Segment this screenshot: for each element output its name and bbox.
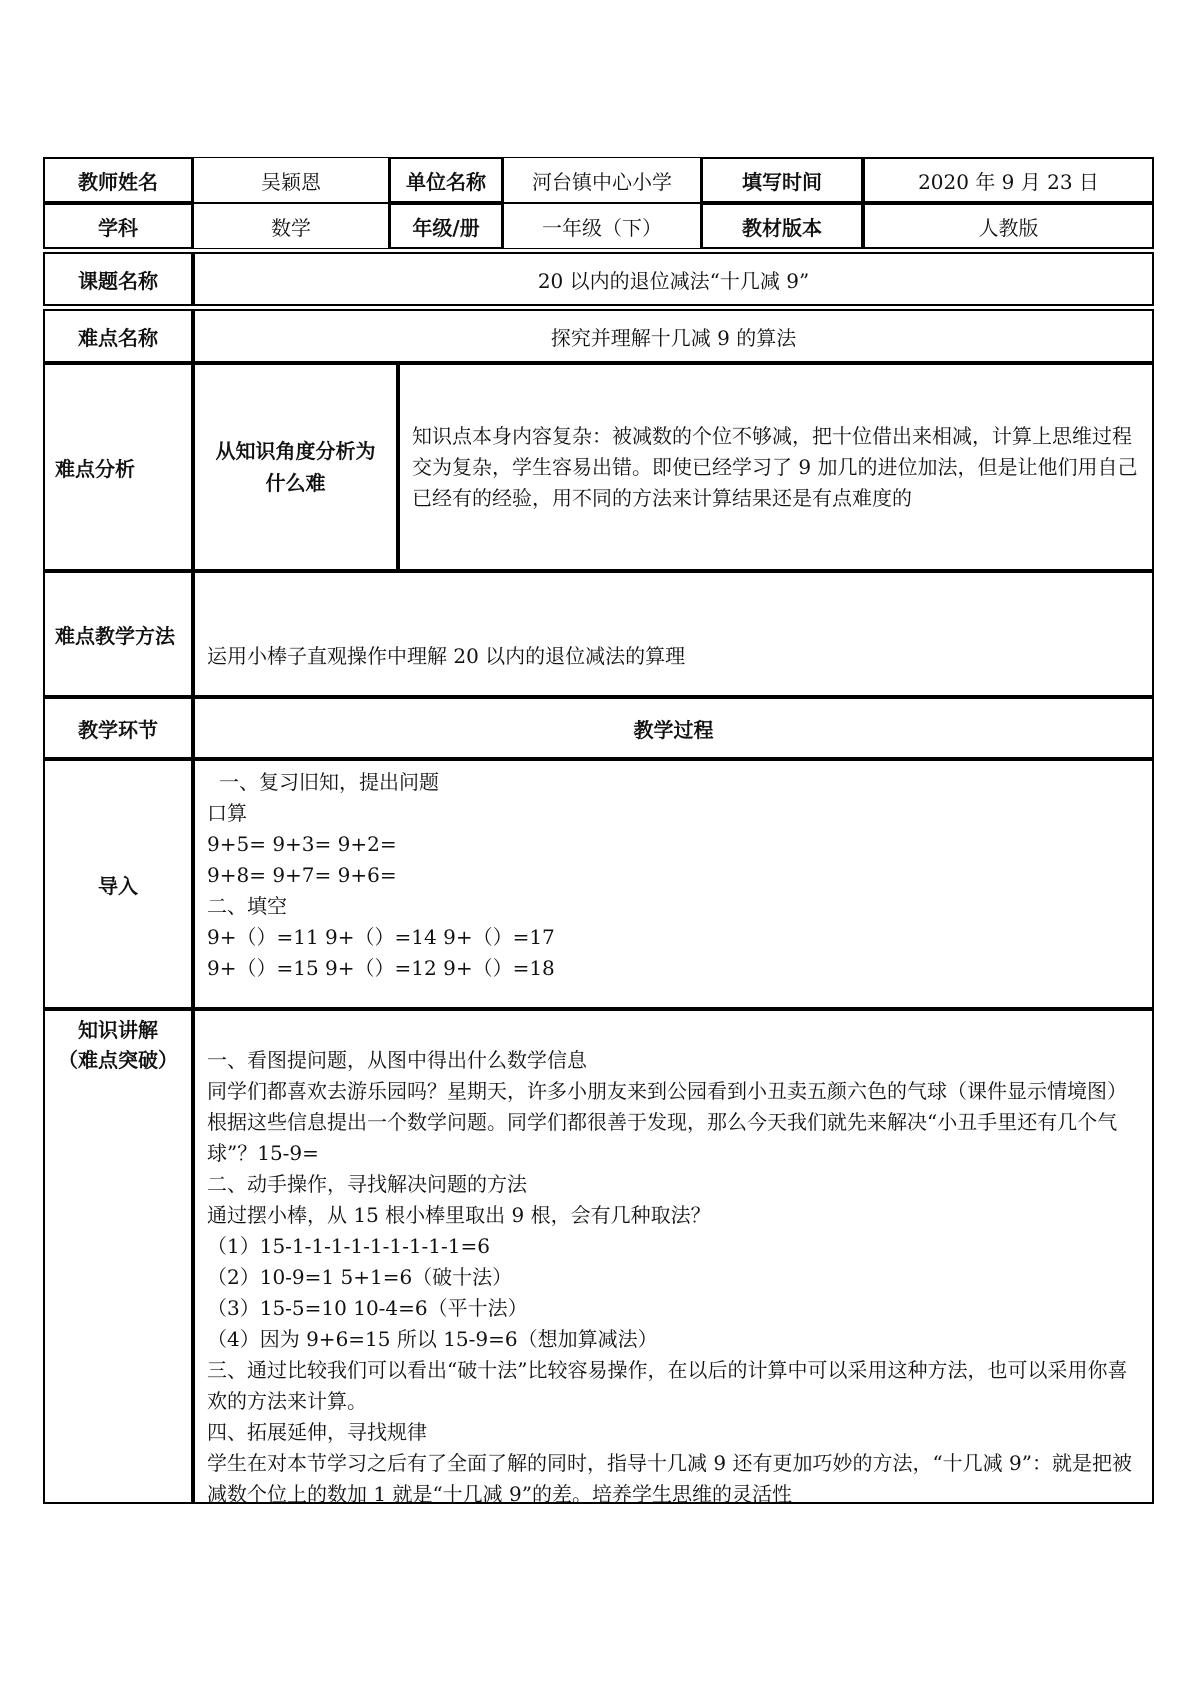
knowledge-line: （4）因为 9+6=15 所以 15-9=6（想加算减法） [207,1327,658,1351]
topic-value: 20 以内的退位减法“十几减 9” [193,252,1154,306]
knowledge-line: 一、看图提问题，从图中得出什么数学信息 [207,1048,587,1072]
intro-line: 9+（）=15 9+（）=12 9+（）=18 [207,956,555,980]
knowledge-line: （3）15-5=10 10-4=6（平十法） [207,1296,528,1320]
edition-value: 人教版 [863,203,1154,249]
intro-content [193,759,1154,1009]
fill-time-label: 填写时间 [701,157,863,203]
edition-label: 教材版本 [701,203,863,249]
knowledge-label [43,1009,193,1504]
grade-value: 一年级（下） [503,203,701,249]
knowledge-line: 四、拓展延伸，寻找规律 [207,1420,427,1444]
knowledge-line: 通过摆小棒，从 15 根小棒里取出 9 根，会有几种取法？ [207,1203,711,1227]
unit-value: 河台镇中心小学 [503,157,701,203]
difficulty-value: 探究并理解十几减 9 的算法 [193,309,1154,363]
stage-header: 教学环节 [43,697,193,759]
grade-label: 年级/册 [389,203,503,249]
knowledge-label-line2: （难点突破） [58,1048,178,1072]
knowledge-line: 学生在对本节学习之后有了全面了解的同时，指导十几减 9 还有更加巧妙的方法，“十几减 9”：就是把被减数个位上的数加 1 就是“十几减 9”的差。培养学生思维的灵活性 [207,1451,1132,1506]
method-label: 难点教学方法 [43,571,193,697]
knowledge-content [193,1009,1154,1504]
unit-label: 单位名称 [389,157,503,203]
topic-label: 课题名称 [43,252,193,306]
analysis-sub-label: 从知识角度分析为什么难 [193,363,398,571]
knowledge-line: 二、动手操作，寻找解决问题的方法 [207,1172,527,1196]
knowledge-line: （1）15-1-1-1-1-1-1-1-1-1=6 [207,1234,490,1258]
knowledge-line: 三、通过比较我们可以看出“破十法”比较容易操作，在以后的计算中可以采用这种方法，也可以采用你喜欢的方法来计算。 [207,1358,1128,1413]
intro-label: 导入 [43,759,193,1009]
difficulty-label: 难点名称 [43,309,193,363]
subject-label: 学科 [43,203,193,249]
knowledge-line: （2）10-9=1 5+1=6（破十法） [207,1265,513,1289]
knowledge-label-line1: 知识讲解 [78,1018,158,1042]
analysis-text: 知识点本身内容复杂：被减数的个位不够减，把十位借出来相减，计算上思维过程交为复杂，学生容易出错。即使已经学习了 9 加几的进位加法，但是让他们用自己已经有的经验，用不同的方法来计算结果还是有点难度的 [398,363,1154,571]
teacher-name-label: 教师姓名 [43,157,193,203]
fill-time-value: 2020 年 9 月 23 日 [863,157,1154,203]
knowledge-line: 同学们都喜欢去游乐园吗？星期天，许多小朋友来到公园看到小丑卖五颜六色的气球（课件显示情境图）根据这些信息提出一个数学问题。同学们都很善于发现，那么今天我们就先来解决“小丑手里还有几个气球”？15-9= [207,1079,1127,1165]
intro-line: 口算 [207,801,247,825]
process-header: 教学过程 [193,697,1154,759]
intro-line: 9+5= 9+3= 9+2= [207,832,397,856]
intro-line: 二、填空 [207,894,287,918]
method-text: 运用小棒子直观操作中理解 20 以内的退位减法的算理 [193,571,1154,697]
teacher-name-value: 吴颖恩 [193,157,389,203]
intro-line: 9+8= 9+7= 9+6= [207,863,397,887]
analysis-label: 难点分析 [43,363,193,571]
intro-line: 9+（）=11 9+（）=14 9+（）=17 [207,925,555,949]
intro-line: 一、复习旧知，提出问题 [219,770,439,794]
subject-value: 数学 [193,203,389,249]
